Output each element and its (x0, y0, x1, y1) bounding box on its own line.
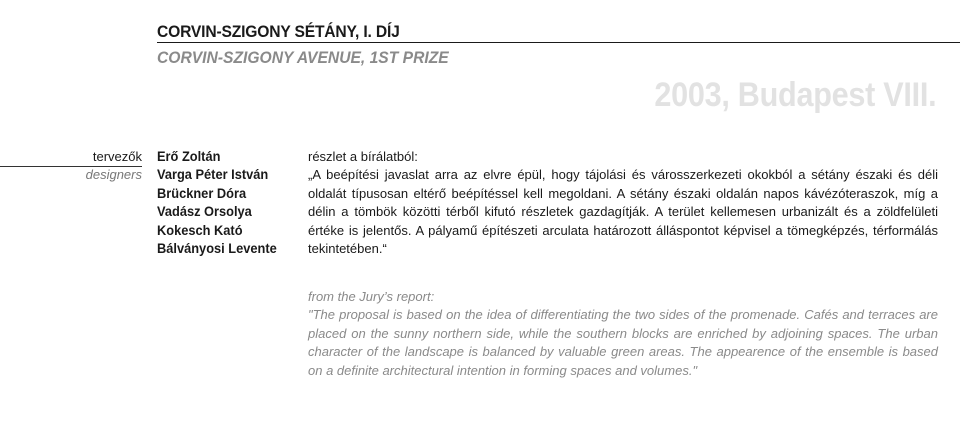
designer-name: Erő Zoltán (157, 149, 221, 164)
role-label-en: designers (85, 167, 142, 182)
designer-list (157, 148, 277, 258)
designer-name: Vadász Orsolya (157, 204, 252, 220)
page-title: CORVIN-SZIGONY SÉTÁNY, I. DÍJ (157, 22, 400, 41)
designer-name: Varga Péter István (157, 167, 269, 183)
role-label-hu: tervezők (92, 149, 142, 164)
jury-excerpt-hu (308, 148, 938, 258)
jury-heading-hu: részlet a bírálatból: (308, 149, 418, 164)
jury-heading-en: from the Jury’s report: (308, 289, 435, 304)
jury-text-hu: „A beépítési javaslat arra az elvre épül, hogy tájolási és városszerkezeti okokból a sétány északi és déli oldalát típusosan eltérő beépítéssel kell megoldani. A sétány északi oldalán napos kávézóteraszok, míg a délin a tömbök közötti térből kifutó részletek gazdagítják. A terület kellemesen urbanizált és a zöldfelületi értéke is jelentős. A pályamű építészeti arculata határozott álláspontot képvisel a tömegképzés, térformálás tekintetében.“ (308, 167, 938, 257)
role-divider (0, 166, 142, 167)
year-location: 2003, Budapest VIII. (653, 76, 936, 114)
designer-name: Brückner Dóra (157, 185, 247, 201)
page-subtitle: CORVIN-SZIGONY AVENUE, 1ST PRIZE (157, 48, 449, 67)
jury-text-en: "The proposal is based on the idea of differentiating the two sides of the promenade. Cafés and terraces are placed on the sunny northern side, while the southern blocks are enriched by adjoining spaces. The urban character of the landscape is balanced by valuable green areas. The appearence of the ensemble is based on a definite architectural intention in forming spaces and volumes." (308, 307, 938, 378)
designer-name: Bálványosi Levente (157, 241, 277, 257)
title-divider (157, 42, 960, 43)
designer-name: Kokesch Kató (157, 222, 243, 238)
jury-excerpt-en (308, 288, 938, 380)
